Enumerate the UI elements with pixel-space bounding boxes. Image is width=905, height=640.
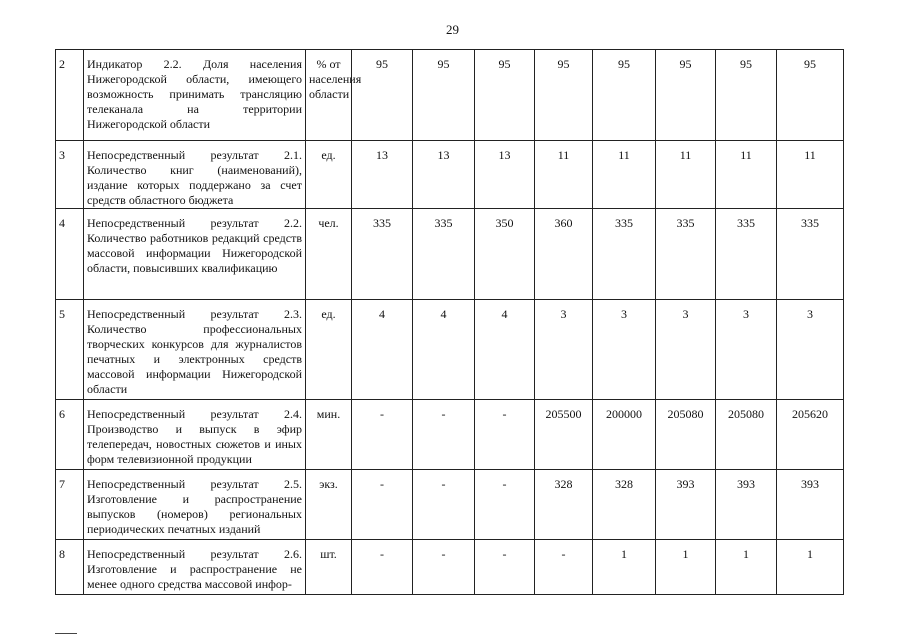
table-row — [56, 209, 844, 300]
value-cell: 200000 — [593, 400, 656, 470]
indicator-name: Непосредственный результат 2.4. Производство и выпуск в эфир телепередач, новостных сюжетов и иных форм телевизионной продукции — [84, 400, 306, 470]
value-cell: 1 — [777, 540, 844, 595]
value-cell: 95 — [535, 50, 593, 141]
unit-cell: экз. — [306, 470, 352, 540]
value-cell: - — [475, 470, 535, 540]
table-row — [56, 300, 844, 400]
value-cell: - — [352, 470, 413, 540]
table-row — [56, 141, 844, 209]
value-cell: - — [352, 540, 413, 595]
value-cell: 95 — [413, 50, 475, 141]
value-cell: - — [535, 540, 593, 595]
value-cell: 335 — [777, 209, 844, 300]
value-cell: - — [475, 400, 535, 470]
value-cell: 11 — [716, 141, 777, 209]
value-cell: 335 — [716, 209, 777, 300]
value-cell: 328 — [593, 470, 656, 540]
value-cell: - — [475, 540, 535, 595]
value-cell: 205080 — [716, 400, 777, 470]
value-cell: 3 — [656, 300, 716, 400]
indicator-name: Непосредственный результат 2.2. Количество работников редакций средств массовой информации Нижегородской области, повысивших квалификацию — [84, 209, 306, 300]
value-cell: 205080 — [656, 400, 716, 470]
value-cell: 335 — [593, 209, 656, 300]
row-number: 2 — [56, 50, 84, 141]
value-cell: 335 — [413, 209, 475, 300]
page-number: 29 — [446, 22, 459, 37]
value-cell: - — [413, 540, 475, 595]
value-cell: 360 — [535, 209, 593, 300]
table-row — [56, 470, 844, 540]
value-cell: 350 — [475, 209, 535, 300]
indicators-table — [55, 49, 844, 595]
value-cell: 4 — [475, 300, 535, 400]
value-cell: - — [352, 400, 413, 470]
unit-cell: мин. — [306, 400, 352, 470]
value-cell: 95 — [656, 50, 716, 141]
value-cell: 13 — [352, 141, 413, 209]
value-cell: 11 — [777, 141, 844, 209]
value-cell: 11 — [535, 141, 593, 209]
value-cell: 4 — [352, 300, 413, 400]
value-cell: 205500 — [535, 400, 593, 470]
unit-cell: чел. — [306, 209, 352, 300]
value-cell: 95 — [475, 50, 535, 141]
footer-rule — [55, 633, 77, 634]
table-row — [56, 400, 844, 470]
value-cell: 335 — [656, 209, 716, 300]
value-cell: 95 — [777, 50, 844, 141]
value-cell: 95 — [593, 50, 656, 141]
row-number: 5 — [56, 300, 84, 400]
value-cell: - — [413, 470, 475, 540]
indicator-name: Непосредственный результат 2.1. Количество книг (наименований), издание которых поддержано за счет средств областного бюджета — [84, 141, 306, 209]
row-number: 7 — [56, 470, 84, 540]
table-row — [56, 540, 844, 595]
value-cell: 3 — [593, 300, 656, 400]
indicator-name: Непосредственный результат 2.6. Изготовление и распространение не менее одного средства массовой инфор- — [84, 540, 306, 595]
value-cell: 13 — [413, 141, 475, 209]
table-body — [56, 50, 844, 595]
unit-cell: ед. — [306, 300, 352, 400]
value-cell: 95 — [716, 50, 777, 141]
value-cell: 95 — [352, 50, 413, 141]
unit-cell: шт. — [306, 540, 352, 595]
value-cell: 205620 — [777, 400, 844, 470]
value-cell: 11 — [656, 141, 716, 209]
table-row — [56, 50, 844, 141]
row-number: 6 — [56, 400, 84, 470]
indicator-name: Непосредственный результат 2.3. Количество профессиональных творческих конкурсов для журналистов печатных и электронных средств массовой информации Нижегородской области — [84, 300, 306, 400]
value-cell: 3 — [777, 300, 844, 400]
value-cell: 1 — [716, 540, 777, 595]
value-cell: 1 — [656, 540, 716, 595]
row-number: 3 — [56, 141, 84, 209]
value-cell: 3 — [535, 300, 593, 400]
value-cell: 3 — [716, 300, 777, 400]
unit-cell: % от населения области — [306, 50, 352, 141]
indicator-name: Индикатор 2.2. Доля населения Нижегородской области, имеющего возможность принимать трансляцию телеканала на территории Нижегородской области — [84, 50, 306, 141]
value-cell: 11 — [593, 141, 656, 209]
value-cell: 335 — [352, 209, 413, 300]
value-cell: 13 — [475, 141, 535, 209]
value-cell: 393 — [777, 470, 844, 540]
value-cell: - — [413, 400, 475, 470]
indicator-name: Непосредственный результат 2.5. Изготовление и распространение выпусков (номеров) региональных периодических печатных изданий — [84, 470, 306, 540]
value-cell: 393 — [716, 470, 777, 540]
value-cell: 4 — [413, 300, 475, 400]
value-cell: 1 — [593, 540, 656, 595]
row-number: 4 — [56, 209, 84, 300]
value-cell: 328 — [535, 470, 593, 540]
value-cell: 393 — [656, 470, 716, 540]
unit-cell: ед. — [306, 141, 352, 209]
row-number: 8 — [56, 540, 84, 595]
